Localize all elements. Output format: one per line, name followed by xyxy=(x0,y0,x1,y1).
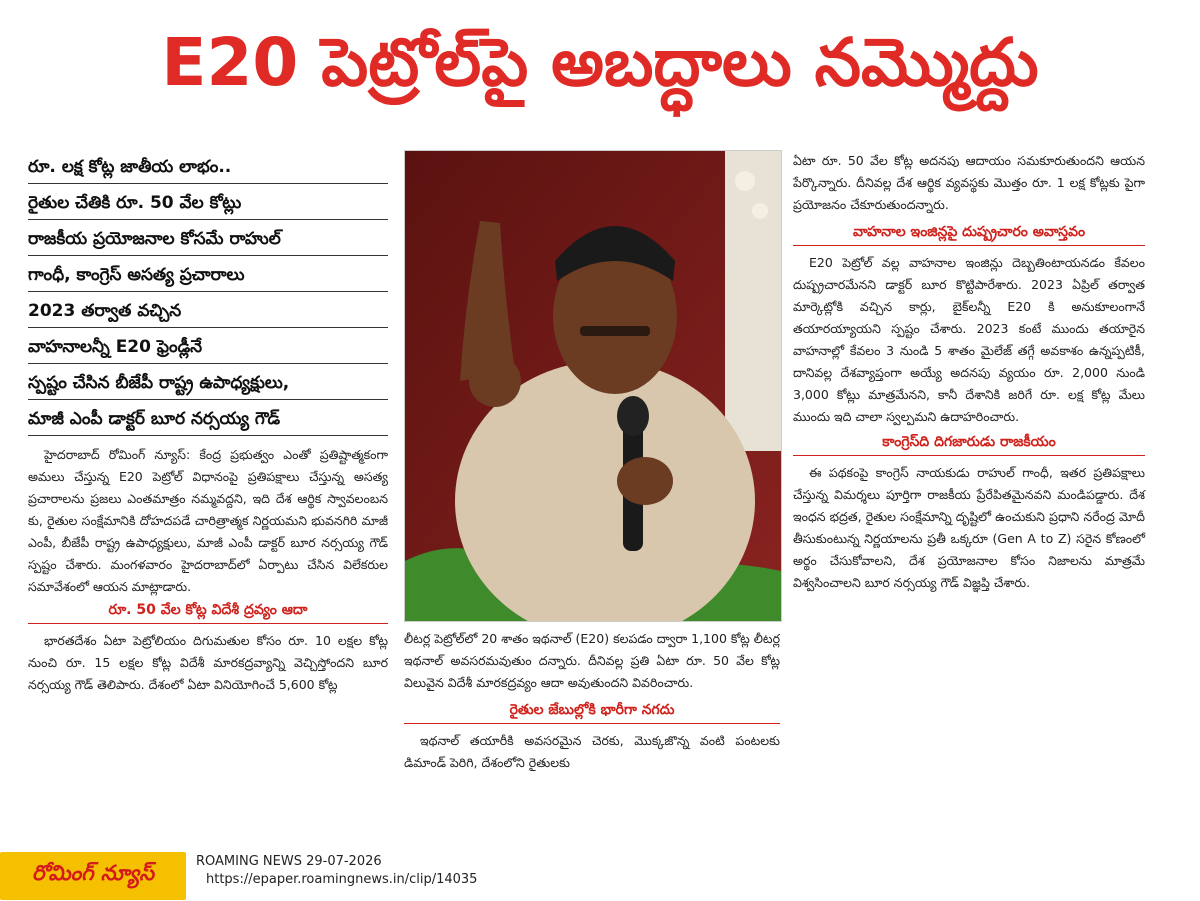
article-paragraph: లీటర్ల పెట్రోల్‌లో 20 శాతం ఇథనాల్ (E20) కలపడం ద్వారా 1,100 కోట్ల లీటర్ల ఇథనాల్ అవసరమవుతుం దన్నారు. దీనివల్ల ప్రతి ఏటా రూ. 50 వేల కోట్ల విలువైన విదేశీ మారకద్రవ్యం ఆదా అవుతుందని వివరించారు. xyxy=(404,631,780,690)
article-paragraph: ఇథనాల్ తయారీకి అవసరమైన చెరకు, మొక్కజొన్న వంటి పంటలకు డిమాండ్ పెరిగి, దేశంలోని రైతులకు xyxy=(404,733,780,770)
section-subhead: రూ. 50 వేల కోట్ల విదేశీ ద్రవ్యం ఆదా xyxy=(28,602,388,624)
subhead-line: స్పష్టం చేసిన బీజేపీ రాష్ట్ర ఉపాధ్యక్షులు, xyxy=(28,366,388,400)
speaker-photo xyxy=(404,150,782,622)
source-url[interactable]: https://epaper.roamingnews.in/clip/14035 xyxy=(206,872,478,887)
section-subhead: రైతుల జేబుల్లోకి భారీగా నగదు xyxy=(404,702,780,724)
subhead-line: రాజకీయ ప్రయోజనాల కోసమే రాహుల్ xyxy=(28,222,388,256)
article-paragraph: E20 పెట్రోల్ వల్ల వాహనాల ఇంజిన్లు దెబ్బతింటాయనడం కేవలం దుష్ప్రచారమేనని డాక్టర్ బూర కొట్టిపారేశారు. 2023 ఏప్రిల్ తర్వాత మార్కెట్లోకి వచ్చిన కార్లు, బైక్‌లన్నీ E20 కి అనుకూలంగానే తయారయ్యాయని స్పష్టం చేశారు. 2023 కంటే ముందు తయారైన వాహనాల్లో కేవలం 3 నుండి 5 శాతం మైలేజ్ తగ్గే అవకాశం ఉన్నప్పటికీ, దానివల్ల దేశవ్యాప్తంగా అయ్యే అదనపు వ్యయం రూ. 2,000 నుండి 3,000 కోట్లు మాత్రమేనని, కానీ దేశానికి జరిగే రూ. లక్ష కోట్ల మేలు ముందు ఇది చాలా స్వల్పమని ఉదాహరించారు. xyxy=(793,255,1145,424)
subhead-line: రైతుల చేతికి రూ. 50 వేల కోట్లు xyxy=(28,186,388,220)
logo-text: రోమింగ్ న్యూస్ xyxy=(32,861,154,885)
subhead-line: 2023 తర్వాత వచ్చిన xyxy=(28,294,388,328)
article-paragraph: ఈ పథకంపై కాంగ్రెస్ నాయకుడు రాహుల్ గాంధీ, ఇతర ప్రతిపక్షాలు చేస్తున్న విమర్శలు పూర్తిగా రాజకీయ ప్రేరేపితమైనవని మండిపడ్డారు. దేశ ఇంధన భద్రత, రైతుల సంక్షేమాన్ని దృష్టిలో ఉంచుకుని ప్రధాని నరేంద్ర మోదీ తీసుకుంటున్న నిర్ణయాలను ప్రతీ ఒక్కరూ (Gen A to Z) సరైన కోణంలో అర్థం చేసుకోవాలని, దేశ ప్రయోజనాల కోసం నిజాలను మాత్రమే విశ్వసించాలని బూర నర్సయ్య గౌడ్ విజ్ఞప్తి చేశారు. xyxy=(793,465,1145,590)
right-column xyxy=(793,150,1145,594)
speaker-illustration xyxy=(405,151,781,621)
headline: E20 పెట్రోల్‌పై అబద్ధాలు నమ్మొద్దు xyxy=(161,23,1039,101)
left-column xyxy=(28,150,388,696)
subhead-line: వాహనాలన్నీ E20 ఫ్రెండ్లీనే xyxy=(28,330,388,364)
source-line: ROAMING NEWS 29-07-2026 xyxy=(196,854,382,869)
section-subhead: కాంగ్రెస్‌ది దిగజారుడు రాజకీయం xyxy=(793,434,1145,456)
section-subhead: వాహనాల ఇంజిన్లపై దుష్ప్రచారం అవాస్తవం xyxy=(793,224,1145,246)
subhead-line: రూ. లక్ష కోట్ల జాతీయ లాభం.. xyxy=(28,150,388,184)
middle-column-text xyxy=(404,628,780,774)
article-paragraph: హైదరాబాద్ రోమింగ్ న్యూస్: కేంద్ర ప్రభుత్వం ఎంతో ప్రతిష్టాత్మకంగా అమలు చేస్తున్న E20 పెట్రోల్ విధానంపై ప్రతిపక్షాలు చేస్తున్న అసత్య ప్రచారాలను ప్రజలు ఎంతమాత్రం నమ్మవద్దని, ఇది దేశ ఆర్థిక స్వావలంబన కు, రైతుల సంక్షేమానికి దోహదపడే చారిత్రాత్మక నిర్ణయమని భువనగిరి మాజీ ఎంపీ, బీజేపీ రాష్ట్ర ఉపాధ్యక్షులు, మాజీ ఎంపీ డాక్టర్ బూర నర్సయ్య గౌడ్ స్పష్టం చేశారు. మంగళవారం హైదరాబాద్‌లో ఏర్పాటు చేసిన విలేకరుల సమావేశంలో ఆయన మాట్లాడారు. xyxy=(28,447,388,594)
article-paragraph: ఏటా రూ. 50 వేల కోట్ల అదనపు ఆదాయం సమకూరుతుందని ఆయన పేర్కొన్నారు. దీనివల్ల దేశ ఆర్థిక వ్యవస్థకు మొత్తం రూ. 1 లక్ష కోట్లకు పైగా ప్రయోజనం చేకూరుతుందన్నారు. xyxy=(793,153,1145,212)
article-paragraph: భారతదేశం ఏటా పెట్రోలియం దిగుమతుల కోసం రూ. 10 లక్షల కోట్ల నుంచి రూ. 15 లక్షల కోట్ల విదేశీ మారకద్రవ్యాన్ని వెచ్చిస్తోందని బూర నర్సయ్య గౌడ్ తెలిపారు. దేశంలో ఏటా వినియోగించే 5,600 కోట్ల xyxy=(28,633,388,692)
headline-banner xyxy=(0,0,1200,140)
subhead-line: మాజీ ఎంపీ డాక్టర్ బూర నర్సయ్య గౌడ్ xyxy=(28,402,388,436)
subhead-line: గాంధీ, కాంగ్రెస్ అసత్య ప్రచారాలు xyxy=(28,258,388,292)
publication-logo xyxy=(0,852,186,900)
